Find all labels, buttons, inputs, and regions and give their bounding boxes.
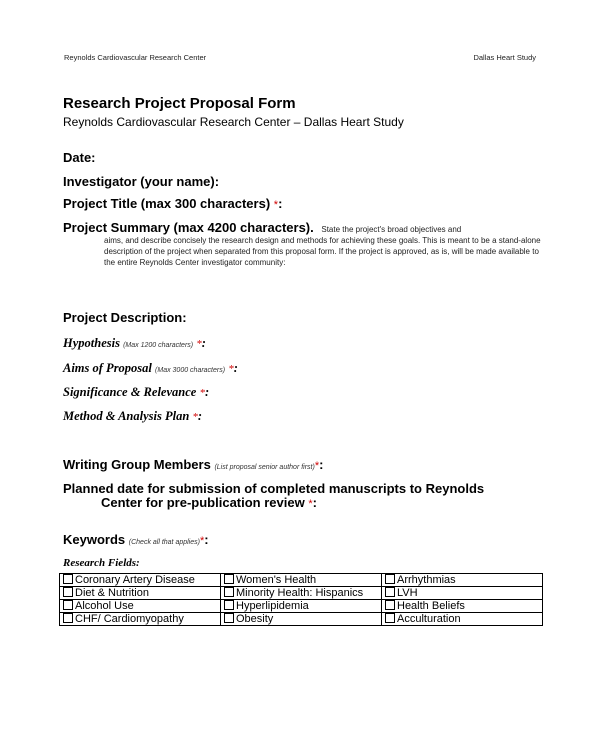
writing-group-note: (List proposal senior author first) bbox=[214, 464, 315, 471]
colon: : bbox=[278, 196, 283, 211]
keywords-label: Keywords bbox=[63, 532, 126, 547]
aims-field bbox=[63, 361, 238, 376]
required-mark: * bbox=[199, 387, 205, 399]
form-title: Research Project Proposal Form bbox=[63, 95, 296, 112]
aims-note: (Max 3000 characters) bbox=[155, 367, 226, 374]
table-row bbox=[60, 574, 543, 587]
research-fields-table bbox=[59, 573, 543, 626]
research-field-label: CHF/ Cardiomyopathy bbox=[75, 613, 184, 625]
required-mark: * bbox=[199, 535, 205, 547]
research-field-option[interactable] bbox=[60, 574, 221, 587]
project-summary-description: aims, and describe concisely the research design and methods for achieving these goals. This is meant to be a stand-alone description of the project when separated from this proposal form. If the project is approved, as is, will be made available to the entire Reynolds Center investigator community: bbox=[104, 236, 541, 267]
checkbox[interactable] bbox=[63, 613, 73, 623]
project-title-field bbox=[63, 196, 282, 211]
research-field-label: Minority Health: Hispanics bbox=[236, 587, 364, 599]
checkbox[interactable] bbox=[63, 600, 73, 610]
planned-date-line1: Planned date for submission of completed manuscripts to Reynolds bbox=[63, 481, 485, 496]
colon: : bbox=[197, 409, 203, 423]
required-mark: * bbox=[228, 363, 234, 375]
checkbox[interactable] bbox=[385, 613, 395, 623]
research-field-label: Arrhythmias bbox=[397, 574, 456, 586]
required-mark: * bbox=[308, 498, 313, 510]
checkbox[interactable] bbox=[224, 600, 234, 610]
colon: : bbox=[312, 495, 317, 510]
research-field-option[interactable] bbox=[60, 587, 221, 600]
research-field-option[interactable] bbox=[382, 587, 543, 600]
research-field-option[interactable] bbox=[221, 587, 382, 600]
header-right: Dallas Heart Study bbox=[473, 53, 536, 62]
project-summary-description-first: State the project's broad objectives and bbox=[321, 225, 462, 234]
method-field bbox=[63, 409, 202, 424]
required-mark: * bbox=[192, 411, 198, 423]
research-field-option[interactable] bbox=[221, 613, 382, 626]
research-field-option[interactable] bbox=[60, 600, 221, 613]
aims-label: Aims of Proposal bbox=[63, 361, 152, 375]
table-row bbox=[60, 587, 543, 600]
research-field-option[interactable] bbox=[221, 600, 382, 613]
research-field-option[interactable] bbox=[382, 613, 543, 626]
checkbox[interactable] bbox=[385, 574, 395, 584]
hypothesis-label: Hypothesis bbox=[63, 336, 120, 350]
required-mark: * bbox=[314, 460, 320, 472]
colon: : bbox=[201, 336, 206, 350]
hypothesis-note: (Max 1200 characters) bbox=[123, 342, 194, 349]
date-label: Date: bbox=[63, 150, 96, 165]
colon: : bbox=[319, 457, 324, 472]
required-mark: * bbox=[196, 338, 202, 350]
hypothesis-field bbox=[63, 336, 206, 351]
colon: : bbox=[233, 361, 238, 375]
required-mark: * bbox=[273, 199, 279, 211]
research-field-label: Women's Health bbox=[236, 574, 317, 586]
significance-label: Significance & Relevance bbox=[63, 385, 197, 399]
checkbox[interactable] bbox=[385, 587, 395, 597]
project-summary-field bbox=[63, 220, 553, 235]
writing-group-field bbox=[63, 457, 323, 472]
research-field-label: Obesity bbox=[236, 613, 274, 625]
research-field-option[interactable] bbox=[382, 600, 543, 613]
writing-group-label: Writing Group Members bbox=[63, 457, 211, 472]
checkbox[interactable] bbox=[224, 613, 234, 623]
research-field-label: Alcohol Use bbox=[75, 600, 134, 612]
research-field-label: Acculturation bbox=[397, 613, 461, 625]
project-title-label: Project Title (max 300 characters) bbox=[63, 196, 271, 211]
checkbox[interactable] bbox=[224, 574, 234, 584]
research-field-option[interactable] bbox=[382, 574, 543, 587]
form-subtitle: Reynolds Cardiovascular Research Center – Dallas Heart Study bbox=[63, 115, 404, 129]
significance-field bbox=[63, 385, 209, 400]
checkbox[interactable] bbox=[224, 587, 234, 597]
research-field-label: Diet & Nutrition bbox=[75, 587, 149, 599]
research-field-label: Health Beliefs bbox=[397, 600, 465, 612]
colon: : bbox=[204, 385, 210, 399]
investigator-label: Investigator (your name): bbox=[63, 174, 220, 189]
planned-date-line2: Center for pre-publication review bbox=[101, 495, 305, 510]
checkbox[interactable] bbox=[63, 587, 73, 597]
project-summary-label: Project Summary (max 4200 characters). bbox=[63, 220, 314, 235]
research-field-option[interactable] bbox=[60, 613, 221, 626]
header-left: Reynolds Cardiovascular Research Center bbox=[64, 53, 207, 62]
project-description-label: Project Description: bbox=[63, 310, 187, 325]
checkbox[interactable] bbox=[385, 600, 395, 610]
research-fields-label: Research Fields: bbox=[63, 557, 140, 569]
keywords-note: (Check all that applies) bbox=[128, 539, 200, 546]
research-field-option[interactable] bbox=[221, 574, 382, 587]
checkbox[interactable] bbox=[63, 574, 73, 584]
research-field-label: LVH bbox=[397, 587, 418, 599]
table-row bbox=[60, 600, 543, 613]
keywords-field bbox=[63, 532, 209, 547]
research-field-label: Coronary Artery Disease bbox=[75, 574, 195, 586]
colon: : bbox=[204, 532, 209, 547]
table-row bbox=[60, 613, 543, 626]
research-field-label: Hyperlipidemia bbox=[236, 600, 309, 612]
planned-date-field bbox=[63, 482, 484, 511]
method-label: Method & Analysis Plan bbox=[63, 409, 190, 423]
